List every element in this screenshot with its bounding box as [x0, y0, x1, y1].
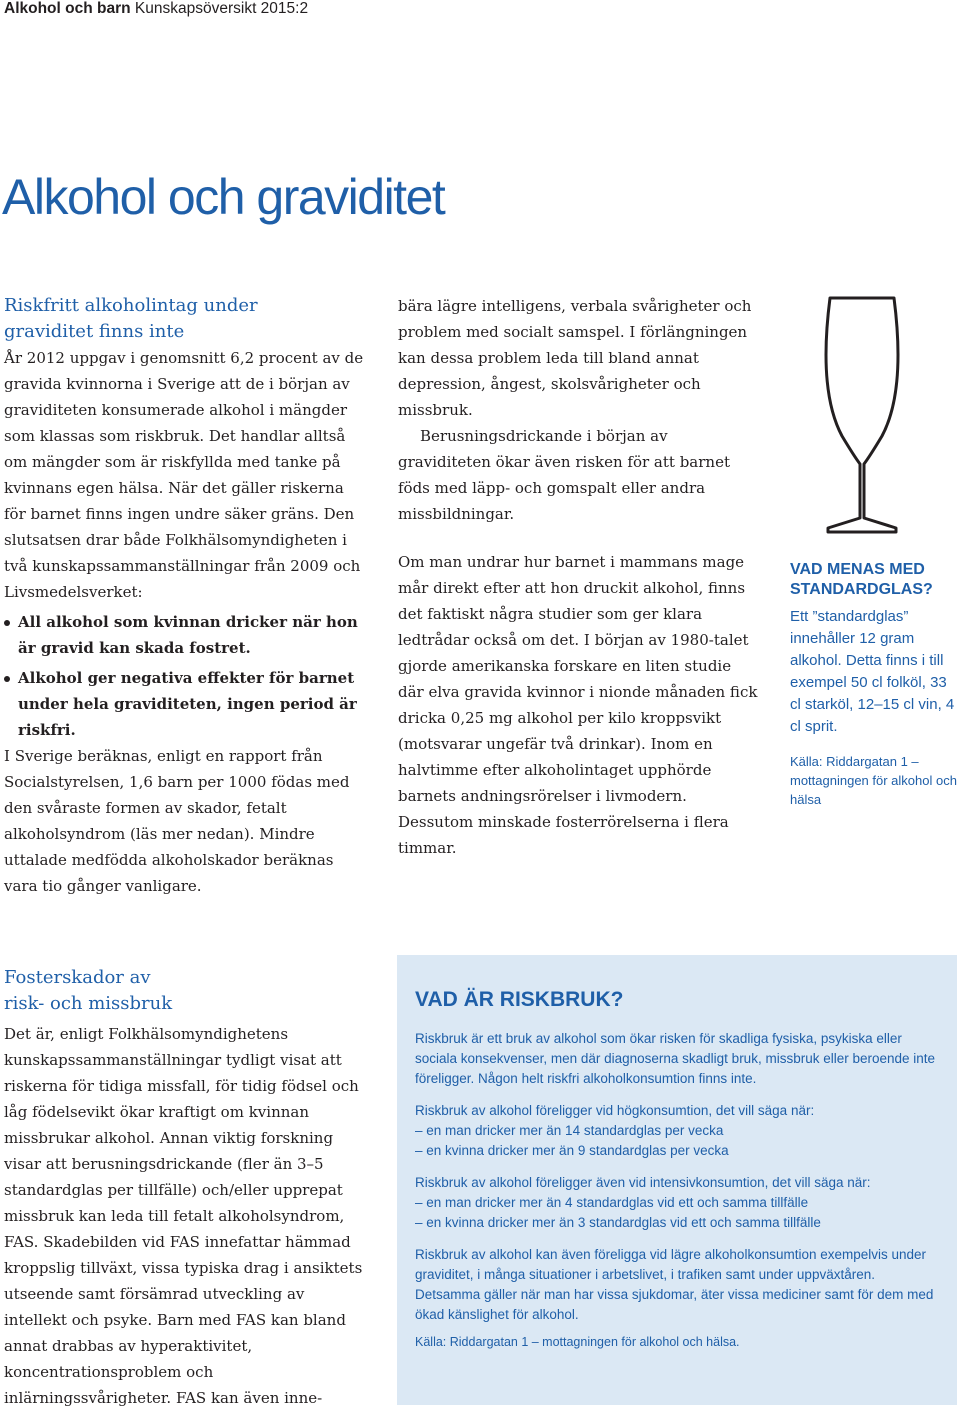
heading-line: Riskfritt alkoholintag under [4, 295, 258, 316]
section-heading-fosterskador [4, 965, 368, 1017]
paragraph: Det är, enligt Folkhälsomyndighetens kunskapssammanställningar tydligt visat att riskerna för tidiga missfall, för tidig födsel och låg födelsevikt ökar kraftigt om kvinnan missbrukar alkohol. Annan viktig forskning visar att berusningsdrickande (fler än 3–5 standardglas per tillfälle) och/eller upprepat missbruk kan leda till fetalt alkoholsyndrom, FAS. Skadebilden vid FAS innefattar hämmad kroppslig tillväxt, vissa typiska drag i ansiktets utseende samt försämrad utveckling av intellekt och psyke. Barn med FAS kan bland annat drabbas av hyperaktivitet, koncentrationsproblem och inlärningssvårigheter. FAS kan även inne- [4, 1025, 363, 1407]
riskbruk-list-item: – en man dricker mer än 4 standardglas vid ett och samma tillfälle [415, 1195, 809, 1210]
riskbruk-heading: VAD ÄR RISKBRUK? [415, 988, 624, 1011]
paragraph: Berusningsdrickande i början av graviditeten ökar även risken för att barnet föds med läpp- och gomspalt eller andra missbildningar. [398, 427, 730, 523]
heading-line: Fosterskador av [4, 967, 151, 988]
riskbruk-list-item: – en kvinna dricker mer än 3 standardglas vid ett och samma tillfälle [415, 1215, 821, 1230]
sidebar-text: Ett ”standardglas” innehåller 12 gram alkohol. Detta finns i till exempel 50 cl folköl, 33 cl starköl, 12–15 cl vin, 4 cl sprit. [790, 608, 955, 735]
header-subtitle: Kunskapsöversikt 2015:2 [134, 0, 309, 17]
riskbruk-paragraph: Riskbruk av alkohol kan även föreligga vid lägre alkoholkonsumtion exempelvis under graviditet, i många situationer i arbetslivet, i trafiken samt under uppväxtåren. Detsamma gäller när man har vissa sjukdomar, äter vissa mediciner samt för dem med ökad känslighet för alkohol. [415, 1247, 934, 1322]
riskbruk-list-item: – en kvinna dricker mer än 9 standardglas per vecka [415, 1143, 729, 1158]
riskbruk-box [397, 955, 957, 1405]
column-1 [4, 293, 368, 899]
riskbruk-list-item: – en man dricker mer än 14 standardglas per vecka [415, 1123, 724, 1138]
sidebar-source: Källa: Riddargatan 1 – mottagningen för alkohol och hälsa [790, 754, 957, 807]
header-title: Alkohol och barn [4, 0, 131, 17]
column-2 [398, 293, 760, 861]
paragraph: Om man undrar hur barnet i mammans mage mår direkt efter att hon druckit alkohol, finns det faktiskt några studier som ger klara ledtrådar också om det. I början av 1980-talet gjorde amerikanska forskare en liten studie där elva gravida kvinnor i nionde månaden fick dricka 0,25 mg alkohol per kilo kroppsvikt (motsvarar ungefär två drinkar). Inom en halvtimme efter alkoholintaget upphörde barnets andningsrörelser i livmodern. Dessutom minskade fosterrörelserna i flera timmar. [398, 553, 758, 857]
sidebar-heading: VAD MENAS MED STANDARDGLAS? [790, 561, 933, 598]
paragraph: År 2012 uppgav i genomsnitt 6,2 procent av de gravida kvinnorna i Sverige att de i början av graviditeten konsumerade alkohol i mängder som klassas som riskbruk. Det handlar alltså om mängder som är riskfyllda med tanke på kvinnans egen hälsa. När det gäller riskerna för barnet finns ingen undre säker gräns. Den slutsatsen drar både Folkhälsomyndigheten i två kunskapssammanställningar från 2009 och Livsmedelsverket: [4, 349, 364, 601]
bullet-item: Alkohol ger negativa effekter för barnet under hela graviditeten, ingen period är riskfri. [4, 665, 368, 743]
sidebar-standardglas [790, 560, 960, 809]
column-1-lower [4, 965, 368, 1411]
riskbruk-paragraph: Riskbruk av alkohol föreligger vid högkonsumtion, det vill säga när: [415, 1103, 815, 1118]
section-heading-riskfritt [4, 293, 368, 345]
heading-line: graviditet finns inte [4, 321, 185, 342]
riskbruk-paragraph: Riskbruk av alkohol föreligger även vid intensivkonsumtion, det vill säga när: [415, 1175, 871, 1190]
spacer [398, 527, 760, 549]
paragraph: bära lägre intelligens, verbala svårigheter och problem med socialt samspel. I förlängningen kan dessa problem leda till bland annat depression, ångest, skolsvårigheter och missbruk. [398, 297, 752, 419]
heading-line: risk- och missbruk [4, 993, 173, 1014]
paragraph: I Sverige beräknas, enligt en rapport från Socialstyrelsen, 1,6 barn per 1000 födas med den svåraste formen av skador, fetalt alkoholsyndrom (läs mer nedan). Mindre uttalade medfödda alkoholskador beräknas vara tio gånger vanligare. [4, 747, 350, 895]
riskbruk-source: Källa: Riddargatan 1 – mottagningen för alkohol och hälsa. [415, 1335, 740, 1349]
page-title: Alkohol och graviditet [2, 169, 445, 225]
wine-glass-icon [822, 296, 902, 536]
running-header [4, 0, 308, 18]
riskbruk-paragraph: Riskbruk är ett bruk av alkohol som ökar risken för skadliga fysiska, psykiska eller sociala konsekvenser, men där diagnoserna skadligt bruk, missbruk eller beroende inte föreligger. Någon helt riskfri alkoholkonsumtion finns inte. [415, 1031, 936, 1086]
bullet-item: All alkohol som kvinnan dricker när hon är gravid kan skada fostret. [4, 609, 368, 661]
